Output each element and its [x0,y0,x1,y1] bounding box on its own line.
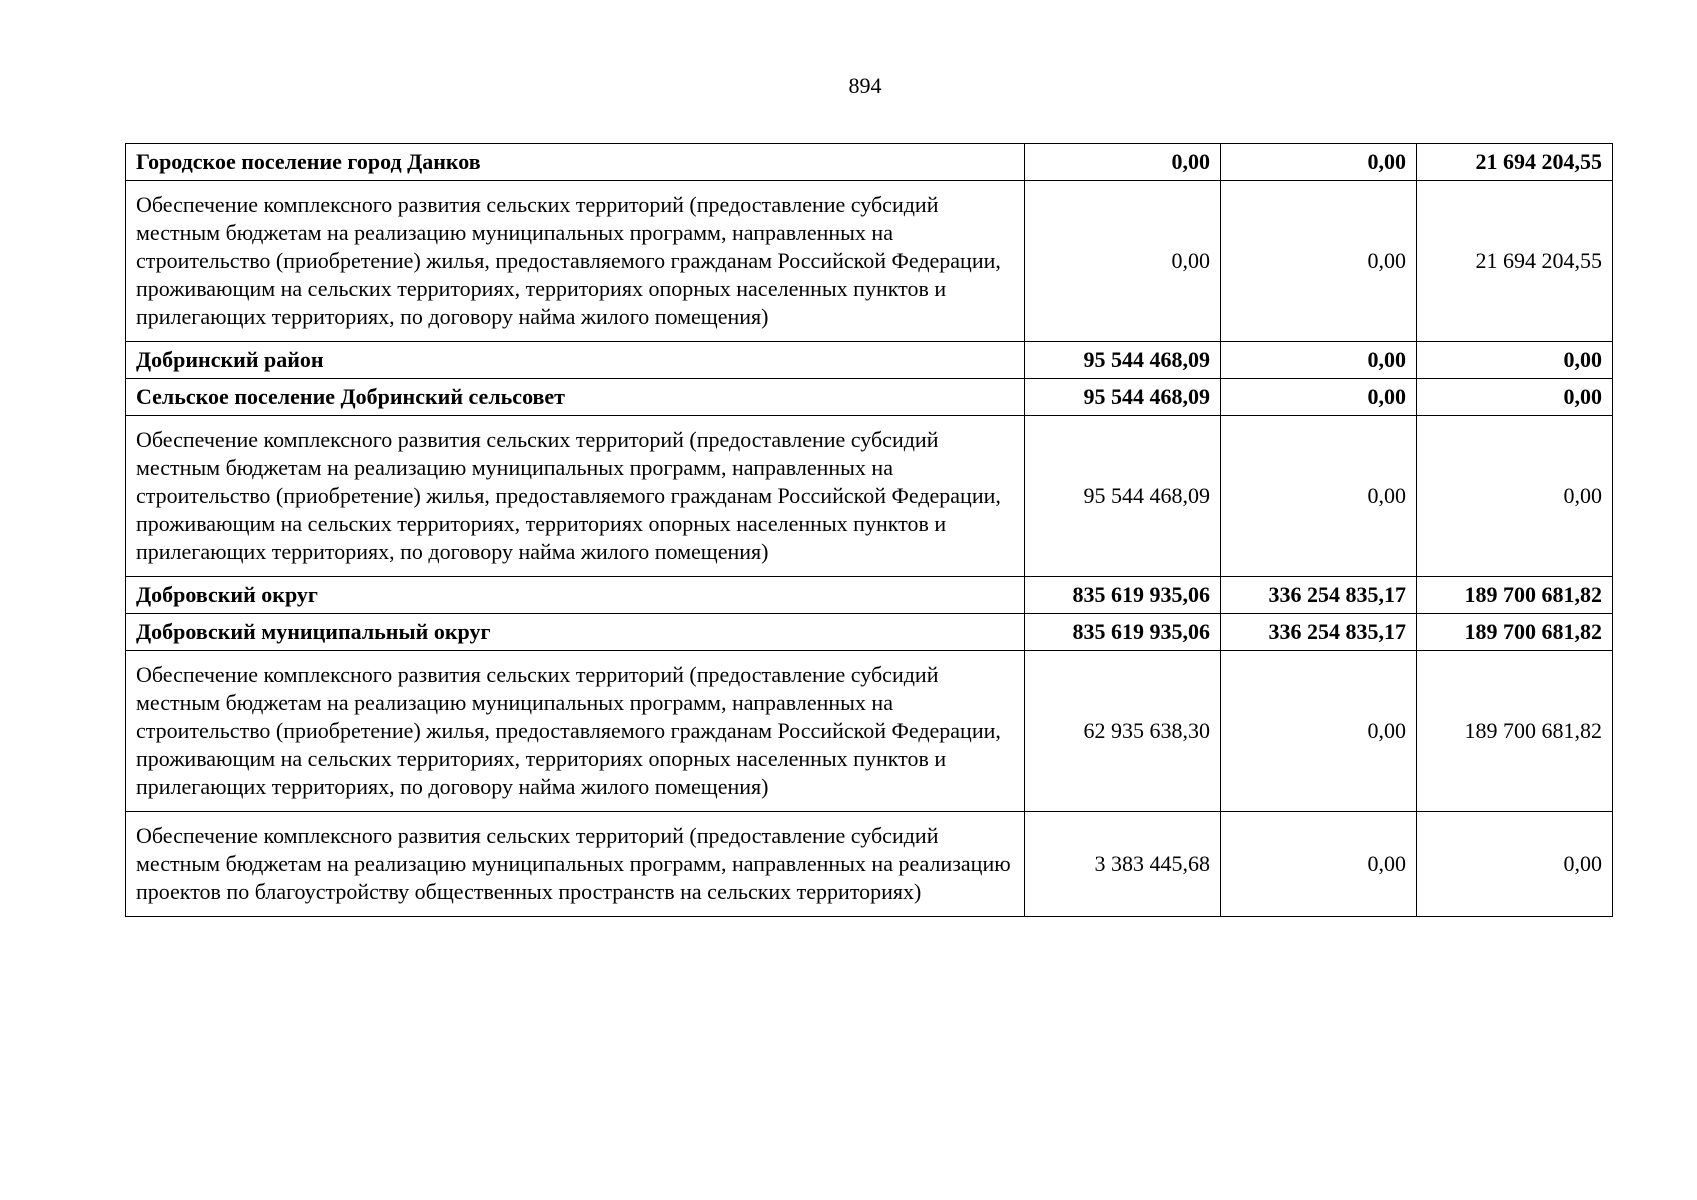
table-row-group [126,577,1613,614]
table-row-group [126,614,1613,651]
row-value-2: 336 254 835,17 [1221,577,1417,614]
page-number: 894 [848,73,882,98]
row-value-1: 62 935 638,30 [1025,651,1221,812]
row-value-3: 189 700 681,82 [1417,651,1613,812]
row-value-2: 0,00 [1221,144,1417,181]
row-value-3: 21 694 204,55 [1417,181,1613,342]
row-name: Добровский округ [126,577,1025,614]
row-name: Обеспечение комплексного развития сельских территорий (предоставление субсидий местным бюджетам на реализацию муниципальных программ, направленных на строительство (приобретение) жилья, предоставляемого гражданам Российской Федерации, проживающим на сельских территориях, территориях опорных населенных пунктов и прилегающих территориях, по договору найма жилого помещения) [126,181,1025,342]
table-row-group [126,379,1613,416]
row-value-2: 0,00 [1221,342,1417,379]
budget-table-body [126,144,1613,917]
row-name: Городское поселение город Данков [126,144,1025,181]
row-value-3: 0,00 [1417,342,1613,379]
row-value-1: 835 619 935,06 [1025,614,1221,651]
row-value-1: 0,00 [1025,181,1221,342]
row-value-1: 95 544 468,09 [1025,379,1221,416]
row-value-1: 3 383 445,68 [1025,812,1221,917]
row-value-3: 189 700 681,82 [1417,614,1613,651]
row-name: Сельское поселение Добринский сельсовет [126,379,1025,416]
row-value-1: 835 619 935,06 [1025,577,1221,614]
row-value-3: 21 694 204,55 [1417,144,1613,181]
row-name: Добринский район [126,342,1025,379]
row-value-2: 0,00 [1221,416,1417,577]
row-name: Обеспечение комплексного развития сельских территорий (предоставление субсидий местным бюджетам на реализацию муниципальных программ, направленных на реализацию проектов по благоустройству общественных пространств на сельских территориях) [126,812,1025,917]
table-row-detail [126,651,1613,812]
table-row-detail [126,181,1613,342]
row-name: Обеспечение комплексного развития сельских территорий (предоставление субсидий местным бюджетам на реализацию муниципальных программ, направленных на строительство (приобретение) жилья, предоставляемого гражданам Российской Федерации, проживающим на сельских территориях, территориях опорных населенных пунктов и прилегающих территориях, по договору найма жилого помещения) [126,416,1025,577]
row-value-2: 0,00 [1221,181,1417,342]
row-name: Добровский муниципальный округ [126,614,1025,651]
row-value-2: 0,00 [1221,812,1417,917]
row-name: Обеспечение комплексного развития сельских территорий (предоставление субсидий местным бюджетам на реализацию муниципальных программ, направленных на строительство (приобретение) жилья, предоставляемого гражданам Российской Федерации, проживающим на сельских территориях, территориях опорных населенных пунктов и прилегающих территориях, по договору найма жилого помещения) [126,651,1025,812]
row-value-3: 0,00 [1417,416,1613,577]
table-row-detail [126,416,1613,577]
row-value-3: 189 700 681,82 [1417,577,1613,614]
row-value-2: 0,00 [1221,379,1417,416]
table-row-group [126,144,1613,181]
row-value-2: 336 254 835,17 [1221,614,1417,651]
table-row-detail [126,812,1613,917]
row-value-1: 95 544 468,09 [1025,342,1221,379]
table-row-group [126,342,1613,379]
row-value-3: 0,00 [1417,379,1613,416]
row-value-3: 0,00 [1417,812,1613,917]
row-value-1: 95 544 468,09 [1025,416,1221,577]
row-value-2: 0,00 [1221,651,1417,812]
row-value-1: 0,00 [1025,144,1221,181]
budget-table [125,143,1613,917]
